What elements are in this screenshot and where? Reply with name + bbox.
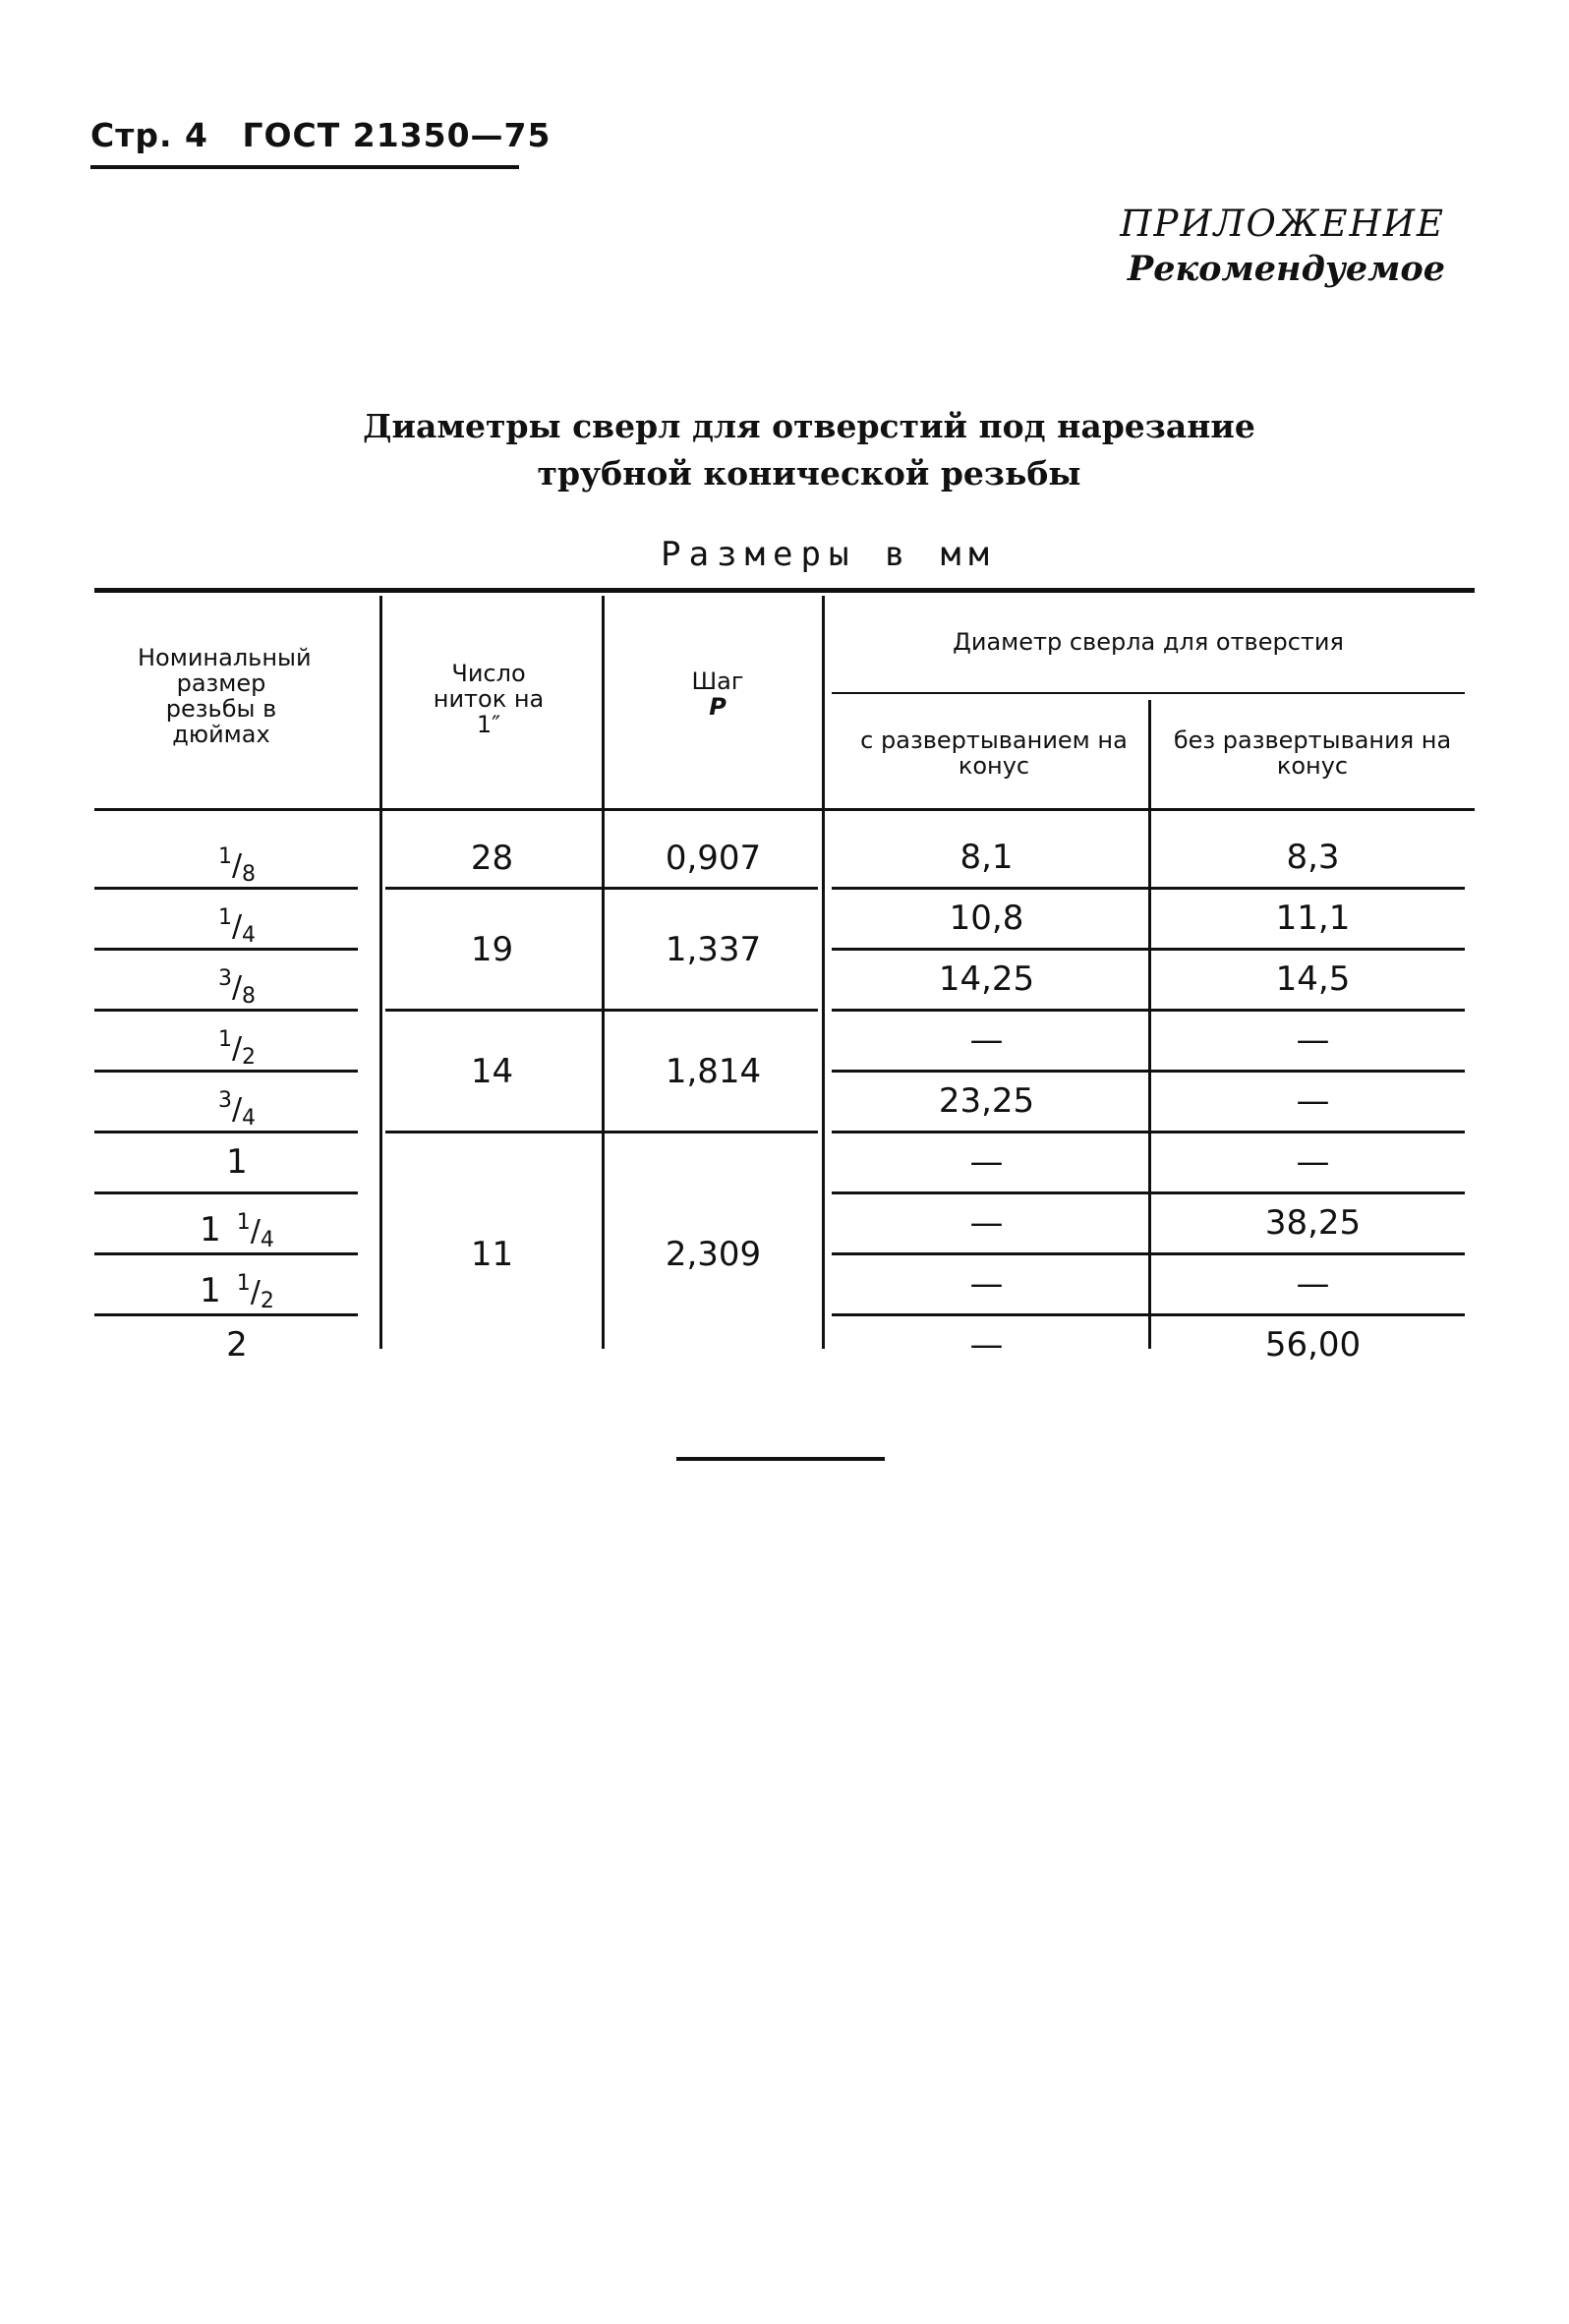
nominal-size-cell (94, 1325, 379, 1365)
header-drill-diameter: Диаметр сверла для отверстия (953, 628, 1344, 656)
drill-without-reaming-cell: 38,25 (1264, 1203, 1362, 1243)
fraction-slash: / (250, 1275, 261, 1309)
table-title-line-1: Диаметры сверл для отверстий под нарезание (363, 407, 1255, 445)
row-rule (832, 948, 1465, 951)
nominal-whole: 1 (226, 1142, 248, 1182)
drill-with-reaming-cell: 8,1 (959, 838, 1014, 877)
header-without-reaming: без развертывания на конус (1173, 726, 1452, 780)
fraction-numerator: 1 (217, 905, 232, 930)
fraction-numerator: 1 (236, 1271, 251, 1296)
fraction-numerator: 1 (217, 844, 232, 869)
threads-per-inch-cell: 28 (470, 839, 514, 878)
row-rule (94, 1191, 358, 1194)
fraction-slash: / (231, 1031, 243, 1066)
drill-without-reaming-cell: 11,1 (1275, 899, 1351, 938)
fraction-slash: / (231, 909, 243, 944)
fraction-denominator: 4 (242, 1106, 257, 1131)
drill-group-rule (832, 692, 1465, 694)
fraction-numerator: 3 (217, 1088, 232, 1113)
row-rule (94, 1313, 358, 1316)
drill-without-reaming-cell: 8,3 (1286, 838, 1340, 877)
row-rule (832, 1313, 1465, 1316)
row-rule (832, 887, 1465, 890)
fraction-numerator: 3 (217, 966, 232, 991)
row-rule (94, 948, 358, 951)
drill-with-reaming-cell: — (969, 1020, 1004, 1060)
fraction-slash: / (231, 848, 243, 883)
nominal-whole: 2 (226, 1325, 248, 1365)
table-title-line-2: трубной конической резьбы (537, 454, 1081, 493)
row-rule (832, 1009, 1465, 1012)
fraction-denominator: 4 (260, 1228, 274, 1252)
row-rule (832, 1252, 1465, 1255)
fraction-denominator: 8 (242, 984, 257, 1009)
fraction-slash: / (231, 1092, 243, 1127)
row-rule (832, 1070, 1465, 1073)
drill-without-reaming-cell: — (1296, 1020, 1330, 1060)
group-rule (385, 1131, 818, 1133)
drill-with-reaming-cell: — (969, 1142, 1004, 1182)
fraction-denominator: 4 (242, 923, 257, 948)
threads-per-inch-cell: 19 (470, 930, 514, 969)
drill-with-reaming-cell: 14,25 (938, 959, 1035, 999)
table-top-rule (94, 588, 1475, 593)
drill-with-reaming-cell: — (969, 1203, 1004, 1243)
header-pitch-symbol: P (709, 693, 726, 721)
drill-without-reaming-cell: 56,00 (1264, 1325, 1362, 1365)
pitch-cell: 2,309 (665, 1235, 762, 1274)
fraction-slash: / (231, 970, 243, 1005)
fraction-numerator: 1 (217, 1027, 232, 1052)
fraction-denominator: 2 (260, 1289, 274, 1313)
fraction-slash: / (250, 1214, 261, 1249)
threads-per-inch-cell: 14 (470, 1052, 514, 1091)
row-rule (94, 1009, 358, 1012)
group-rule (385, 1009, 818, 1012)
drill-without-reaming-cell: — (1296, 1142, 1330, 1182)
appendix-subtitle: Рекомендуемое (1127, 249, 1445, 289)
nominal-size-cell (94, 1142, 379, 1182)
row-rule (94, 887, 358, 890)
header-pitch-label: Шаг (691, 668, 744, 695)
standard-number: ГОСТ 21350—75 (242, 116, 552, 154)
header-threads-per-inch: Число ниток на 1″ (433, 660, 545, 738)
nominal-whole: 1 (200, 1271, 221, 1310)
row-rule (94, 1252, 358, 1255)
drill-without-reaming-cell: — (1296, 1264, 1330, 1304)
drill-with-reaming-cell: — (969, 1264, 1004, 1304)
drill-without-reaming-cell: 14,5 (1275, 959, 1351, 999)
page-number: Стр. 4 (90, 116, 208, 154)
page-header (90, 116, 572, 154)
fraction-denominator: 2 (242, 1045, 257, 1070)
header-with-reaming: с развертыванием на конус (860, 726, 1128, 780)
appendix-label (1120, 203, 1445, 289)
header-nominal-size: Номинальный размер резьбы в дюймах (138, 644, 312, 748)
fraction-numerator: 1 (236, 1210, 251, 1235)
header-rule (90, 165, 519, 169)
fraction-denominator: 8 (242, 862, 257, 887)
header-bottom-rule (94, 808, 1475, 811)
threads-per-inch-cell: 11 (470, 1235, 514, 1274)
row-rule (832, 1191, 1465, 1194)
row-rule (94, 1070, 358, 1073)
row-rule (94, 1131, 358, 1133)
units-caption: Размеры в мм (661, 535, 997, 574)
drill-with-reaming-cell: — (969, 1325, 1004, 1365)
nominal-whole: 1 (200, 1210, 221, 1249)
group-rule (385, 887, 818, 890)
drill-without-reaming-cell: — (1296, 1081, 1330, 1121)
end-rule (676, 1457, 885, 1461)
drill-with-reaming-cell: 23,25 (938, 1081, 1035, 1121)
pitch-cell: 0,907 (665, 839, 762, 878)
pitch-cell: 1,814 (665, 1052, 762, 1091)
table-title (0, 403, 1569, 497)
appendix-title: ПРИЛОЖЕНИЕ (1120, 203, 1445, 245)
row-rule (832, 1131, 1465, 1133)
pitch-cell: 1,337 (665, 930, 762, 969)
drill-with-reaming-cell: 10,8 (949, 899, 1024, 938)
header-pitch (639, 668, 796, 720)
